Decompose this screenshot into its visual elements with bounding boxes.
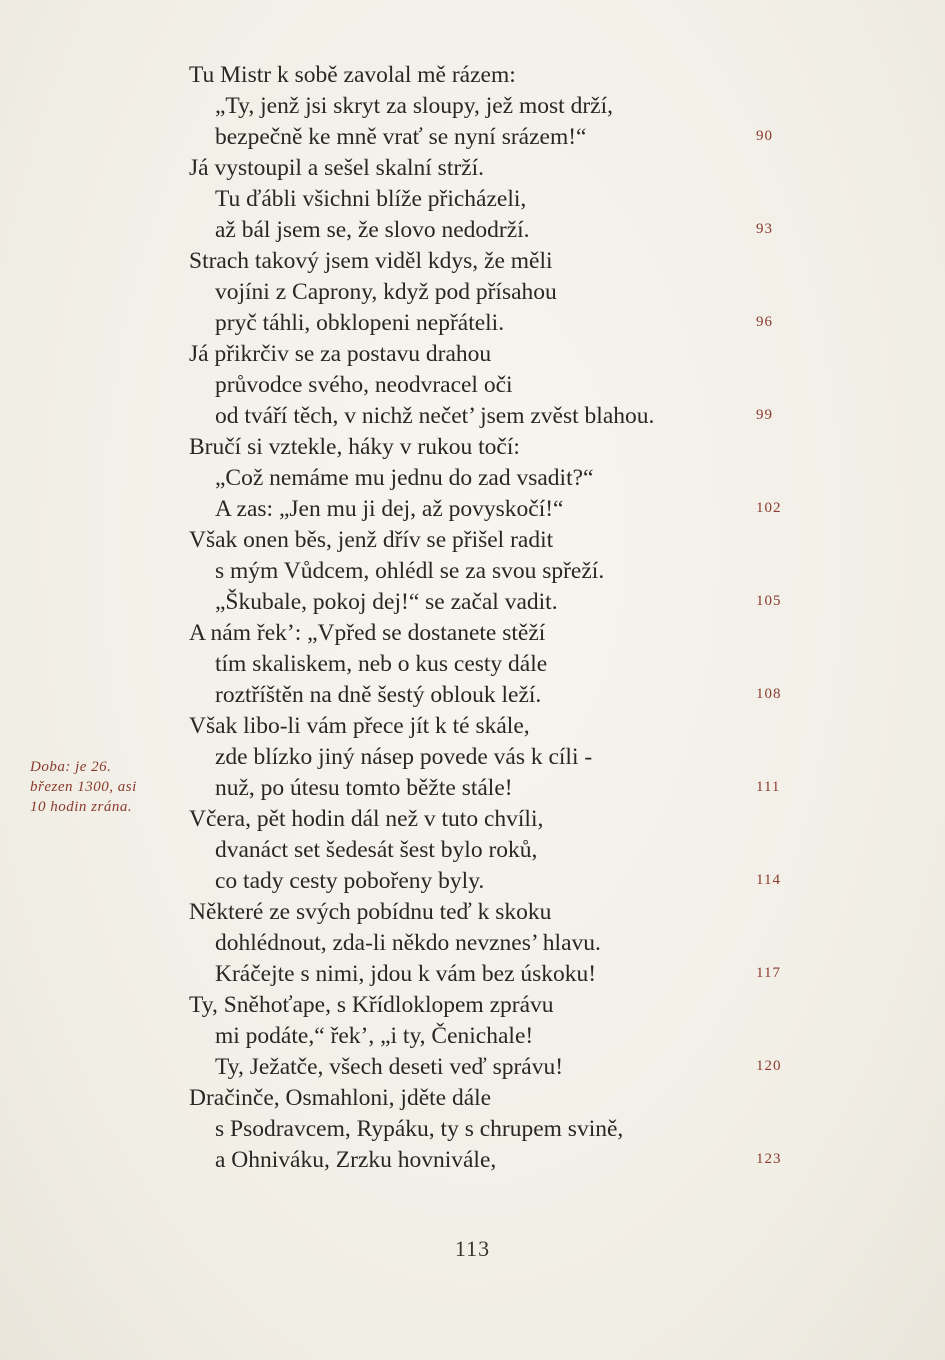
verse-line: od tváří těch, v nichž nečet’ jsem zvěst blahou. <box>215 403 655 429</box>
verse-line: Však onen běs, jenž dřív se přišel radit <box>189 527 554 553</box>
line-number: 108 <box>756 686 782 702</box>
verse-line: zde blízko jiný násep povede vás k cíli - <box>215 744 593 770</box>
line-number: 99 <box>756 407 773 423</box>
line-number: 93 <box>756 221 773 237</box>
line-number: 105 <box>756 593 782 609</box>
verse-line: A zas: „Jen mu ji dej, až povyskočí!“ <box>215 496 564 522</box>
verse-line: „Ty, jenž jsi skryt za sloupy, jež most drží, <box>215 93 613 119</box>
verse-line: bezpečně ke mně vrať se nyní srázem!“ <box>215 124 587 150</box>
verse-line: mi podáte,“ řek’, „i ty, Čenichale! <box>215 1023 534 1049</box>
verse-line: „Škubale, pokoj dej!“ se začal vadit. <box>215 589 558 615</box>
verse-line: nuž, po útesu tomto běžte stále! <box>215 775 513 801</box>
verse-line: „Což nemáme mu jednu do zad vsadit?“ <box>215 465 594 491</box>
verse-line: dvanáct set šedesát šest bylo roků, <box>215 837 538 863</box>
verse-line: pryč táhli, obklopeni nepřáteli. <box>215 310 505 336</box>
verse-line: s Psodravcem, Rypáku, ty s chrupem svině, <box>215 1116 624 1142</box>
verse-line: Kráčejte s nimi, jdou k vám bez úskoku! <box>215 961 597 987</box>
margin-note-line: březen 1300, asi <box>30 779 137 795</box>
verse-line: Dračinče, Osmahloni, jděte dále <box>189 1085 492 1111</box>
verse-line: Však libo-li vám přece jít k té skále, <box>189 713 530 739</box>
verse-line: s mým Vůdcem, ohlédl se za svou spřeží. <box>215 558 605 584</box>
verse-line: Některé ze svých pobídnu teď k skoku <box>189 899 552 925</box>
verse-line: Tu ďábli všichni blíže přicházeli, <box>215 186 527 212</box>
verse-block <box>189 60 782 1176</box>
line-number: 117 <box>756 965 781 981</box>
verse-line: dohlédnout, zda-li někdo nevznes’ hlavu. <box>215 930 601 956</box>
line-number: 111 <box>756 779 781 795</box>
verse-line: Včera, pět hodin dál než v tuto chvíli, <box>189 806 544 832</box>
line-number: 90 <box>756 128 773 144</box>
page-number: 113 <box>454 1236 491 1261</box>
verse-line: průvodce svého, neodvracel oči <box>215 372 513 398</box>
verse-line: Já vystoupil a sešel skalní strží. <box>189 155 485 181</box>
line-number: 96 <box>756 314 773 330</box>
line-number: 123 <box>756 1151 782 1167</box>
verse-line: až bál jsem se, že slovo nedodrží. <box>215 217 530 243</box>
verse-line: Strach takový jsem viděl kdys, že měli <box>189 248 553 274</box>
verse-line: Tu Mistr k sobě zavolal mě rázem: <box>189 62 516 88</box>
verse-line: A nám řek’: „Vpřed se dostanete stěží <box>189 620 546 646</box>
verse-line: vojíni z Caprony, když pod přísahou <box>215 279 557 305</box>
verse-line: tím skaliskem, neb o kus cesty dále <box>215 651 548 677</box>
verse-line: Ty, Sněhoťape, s Křídloklopem zprávu <box>189 992 554 1018</box>
verse-line: Bručí si vztekle, háky v rukou točí: <box>189 434 520 460</box>
verse-line: a Ohniváku, Zrzku hovnivále, <box>215 1147 497 1173</box>
margin-note-line: 10 hodin zrána. <box>30 799 133 815</box>
line-number: 120 <box>756 1058 782 1074</box>
line-number: 114 <box>756 872 781 888</box>
verse-line: Ty, Ježatče, všech deseti veď správu! <box>215 1054 564 1080</box>
line-number: 102 <box>756 500 782 516</box>
verse-line: co tady cesty pobořeny byly. <box>215 868 485 894</box>
verse-line: Já přikrčiv se za postavu drahou <box>189 341 492 367</box>
verse-line: roztříštěn na dně šestý oblouk leží. <box>215 682 542 708</box>
margin-note-line: Doba: je 26. <box>30 759 112 775</box>
margin-note <box>30 757 170 817</box>
